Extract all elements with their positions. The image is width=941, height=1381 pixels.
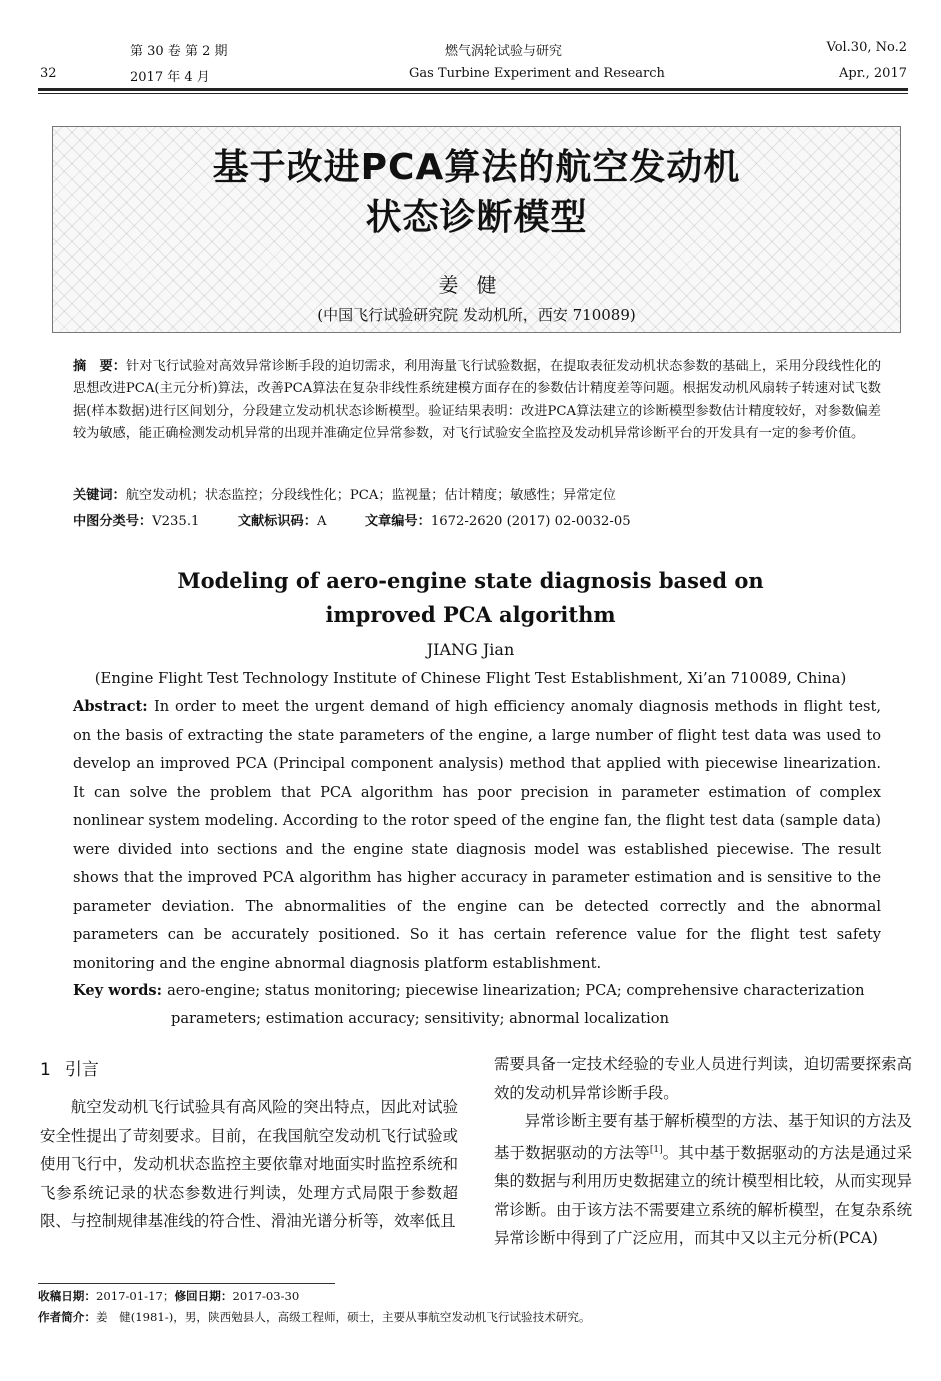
abstract-cn [73, 356, 881, 445]
classification-line [73, 511, 881, 533]
journal-cn: 燃气涡轮试验与研究 [445, 44, 563, 59]
body-left-paragraph: 航空发动机飞行试验具有高风险的突出特点，因此对试验安全性提出了苛刻要求。目前，在我国航空发动机飞行试验或使用飞行中，发动机状态监控主要依靠对地面实时监控系统和飞参系统记录的状态参数进行判读，处理方式局限于参数超限、与控制规律基准线的符合性、滑油光谱分析等，效率低且 [40, 1098, 458, 1230]
keywords-en-line1: Key words: aero-engine; status monitoring; piecewise linearization; PCA; comprehensive characterization [73, 982, 865, 999]
abstract-cn-label: 摘 要： [73, 359, 126, 374]
footnote-rule [38, 1283, 335, 1284]
title-box [52, 126, 901, 333]
revised-date: 2017-03-30 [232, 1289, 300, 1303]
doc-code-label: 文献标识码： [237, 514, 317, 529]
journal-en: Gas Turbine Experiment and Research [409, 66, 665, 81]
header-rule-thin [38, 93, 908, 94]
keywords-en-text2: parameters; estimation accuracy; sensitivity; abnormal localization [171, 1010, 669, 1027]
abstract-cn-text: 针对飞行试验对高效异常诊断手段的迫切需求，利用海量飞行试验数据，在提取表征发动机状态参数的基础上，采用分段线性化的思想改进PCA(主元分析)算法，改善PCA算法在复杂非线性系统建模方面存在的参数估计精度差等问题。根据发动机风扇转子转速对试飞数据(样本数据)进行区间划分，分段建立发动机状态诊断模型。验证结果表明：改进PCA算法建立的诊断模型参数估计精度较好，对参数偏差较为敏感，能正确检测发动机异常的出现并准确定位异常参数，对飞行试验安全监控及发动机异常诊断平台的开发具有一定的参考价值。 [73, 359, 882, 441]
body-right-text-a: 异常诊断主要有基于解析模型的方法、基于知识的方法及基于数据驱动的方法等 [494, 1112, 912, 1162]
footnote-dates: 收稿日期：2017-01-17；修回日期：2017-03-30 [38, 1289, 300, 1303]
body-right-paragraph1: 需要具备一定技术经验的专业人员进行判读，迫切需要探索高效的发动机异常诊断手段。 [494, 1055, 912, 1102]
keywords-en-text1: aero-engine; status monitoring; piecewise linearization; PCA; comprehensive characterization [167, 982, 865, 999]
abstract-en-label: Abstract [73, 698, 143, 715]
revised-label: 修回日期： [174, 1289, 233, 1303]
abstract-en-text: In order to meet the urgent demand of high efficiency anomaly diagnosis methods in flight test, on the basis of extracting the state parameters of the engine, a large number of flight test data was used to develop an improved PCA (Principal component analysis) method that applied with piecewise linearization. It can solve the problem that PCA algorithm has poor precision in parameter estimation of complex nonlinear system modeling. According to the rotor speed of the engine fan, the flight test data (sample data) were divided into sections and the engine state diagnosis model was established piecewise. The result shows that the improved PCA algorithm has higher accuracy in parameter estimation and is sensitive to the parameter deviation. The abnormalities of the engine can be detected correctly and the abnormal parameters can be accurately positioned. So it has certain reference value for the flight test safety monitoring and the engine abnormal diagnosis platform establishment. [73, 698, 882, 972]
clc-value: V235.1 [152, 514, 200, 529]
volume-en: Vol.30, No.2 [826, 40, 907, 55]
title-en-line1: Modeling of aero-engine state diagnosis based on [177, 568, 764, 593]
section-title: 引言 [64, 1060, 99, 1080]
volume-cn: 第 30 卷 第 2 期 [130, 44, 228, 59]
page-number: 32 [40, 66, 57, 81]
title-cn-line2: 状态诊断模型 [365, 197, 588, 238]
clc-label: 中图分类号： [73, 514, 153, 529]
keywords-cn-text: 航空发动机；状态监控；分段线性化；PCA；监视量；估计精度；敏感性；异常定位 [125, 488, 616, 503]
title-en-line2: improved PCA algorithm [325, 602, 616, 627]
affiliation-en: (Engine Flight Test Technology Institute of Chinese Flight Test Establishment, Xi’an 710089, China) [94, 670, 847, 687]
section-heading [40, 1055, 99, 1080]
keywords-cn [73, 485, 881, 507]
bio-text: 姜 健(1981-)，男，陕西勉县人，高级工程师，硕士，主要从事航空发动机飞行试验技术研究。 [95, 1310, 591, 1324]
received-label: 收稿日期： [38, 1289, 96, 1303]
body-right-paragraph2 [494, 1107, 912, 1253]
bio-label: 作者简介： [38, 1310, 96, 1324]
date-cn: 2017 年 4 月 [130, 70, 210, 85]
article-no-label: 文章编号： [364, 514, 431, 529]
footnote-bio [38, 1309, 591, 1325]
citation-ref: [1] [649, 1144, 663, 1155]
affiliation-cn: (中国飞行试验研究院 发动机所，西安 710089) [317, 306, 636, 324]
header-rule-thick [38, 88, 908, 91]
author-en: JIANG Jian [426, 640, 515, 659]
body-right-text-b: 。其中基于数据驱动的方法是通过采集的数据与利用历史数据建立的统计模型相比较，从而实现异常诊断。由于该方法不需要建立系统的解析模型，在复杂系统异常诊断中得到了广泛应用，而其中又以主元分析(PCA) [494, 1143, 912, 1248]
doc-code-value: A [316, 514, 327, 529]
article-no-value: 1672-2620 (2017) 02-0032-05 [430, 514, 631, 529]
received-date: 2017-01-17 [95, 1289, 163, 1303]
date-en: Apr., 2017 [839, 66, 907, 81]
author-cn: 姜健 [438, 273, 515, 297]
title-cn-line1: 基于改进PCA算法的航空发动机 [212, 147, 741, 188]
section-number: 1 [40, 1060, 51, 1080]
abstract-en: Abstract: In order to meet the urgent demand of high efficiency anomaly diagnosis methods in flight test, on the basis of extracting the state parameters of the engine, a large number of flight test data was used to develop an improved PCA (Principal component analysis) method that applied with piecewise linearization. It can solve the problem that PCA algorithm has poor precision in parameter estimation of complex nonlinear system modeling. According to the rotor speed of the engine fan, the flight test data (sample data) were divided into sections and the engine state diagnosis model was established piecewise. The result shows that the improved PCA algorithm has higher accuracy in parameter estimation and is sensitive to the parameter deviation. The abnormalities of the engine can be detected correctly and the abnormal parameters can be accurately positioned. So it has certain reference value for the flight test safety monitoring and the engine abnormal diagnosis platform establishment. [73, 698, 882, 972]
keywords-en-label: Key words [73, 982, 157, 999]
keywords-cn-label: 关键词： [73, 488, 126, 503]
